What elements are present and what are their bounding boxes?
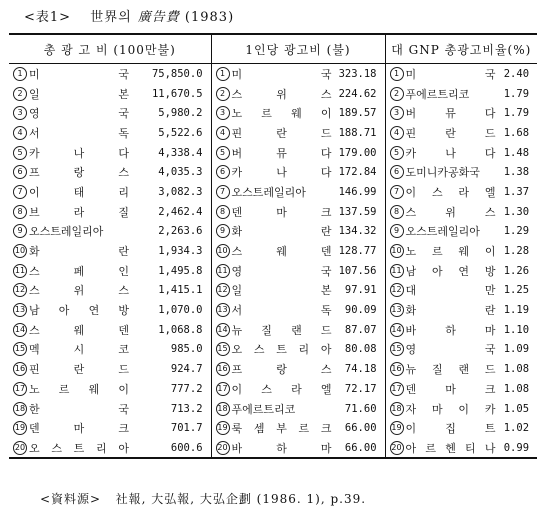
total-spending-country-cell	[9, 320, 139, 340]
country-name: 서 독	[29, 126, 129, 140]
gnp-ratio-value-cell: 1.08	[503, 382, 530, 395]
gnp-ratio-country-cell	[385, 320, 497, 340]
table-tag: <表1>	[24, 10, 72, 25]
total-spending-country-cell	[9, 162, 139, 182]
total-spending-value-cell: 1,068.8	[158, 323, 203, 336]
country-name: 아 르 헨 티 나	[405, 441, 496, 455]
per-capita-country-cell	[211, 379, 332, 399]
rank-number: 12	[13, 283, 27, 297]
table-caption	[24, 6, 234, 25]
country-name: 바 하 마	[405, 323, 496, 337]
per-capita-country-cell	[211, 320, 332, 340]
per-capita-value-cell: 137.59	[338, 205, 377, 218]
per-capita-value-cell: 107.56	[338, 264, 377, 277]
country-name: 이 집 트	[405, 422, 496, 436]
rank-number: 7	[216, 185, 230, 199]
source-note	[40, 490, 366, 507]
per-capita-value-cell: 189.57	[338, 107, 377, 120]
per-capita-country-cell	[211, 202, 332, 222]
gnp-ratio-value-cell: 1.79	[503, 87, 530, 100]
rank-number: 19	[390, 421, 404, 435]
total-spending-country-cell	[9, 438, 139, 458]
country-name: 카 나 다	[29, 146, 129, 160]
country-name: 프 랑 스	[29, 166, 129, 180]
rank-number: 13	[216, 303, 230, 317]
table-row	[9, 241, 537, 261]
table-row	[9, 143, 537, 163]
per-capita-country-cell	[211, 182, 323, 202]
country-name: 일 본	[231, 284, 332, 298]
country-name: 버 뮤 다	[231, 146, 332, 160]
table-row	[9, 261, 537, 281]
country-name: 영 국	[29, 107, 129, 121]
gnp-ratio-value-cell: 1.37	[503, 185, 530, 198]
total-spending-country-cell	[9, 103, 139, 123]
total-spending-country-cell	[9, 261, 139, 281]
country-name: 이 태 리	[29, 185, 129, 199]
country-name: 뉴 질 랜 드	[231, 323, 332, 337]
table-body	[9, 64, 537, 458]
rank-number: 18	[390, 402, 404, 416]
rank-number: 15	[216, 342, 230, 356]
rank-number: 8	[390, 205, 404, 219]
country-name: 오스트레일리아	[29, 225, 104, 239]
total-spending-value-cell: 1,415.1	[158, 284, 203, 297]
country-name: 스 웨 덴	[29, 323, 129, 337]
country-name: 스 위 스	[405, 205, 496, 219]
country-name: 브 라 질	[29, 205, 129, 219]
total-spending-country-cell	[9, 281, 139, 301]
per-capita-country-cell	[211, 399, 323, 419]
total-spending-value-cell: 11,670.5	[151, 87, 203, 100]
ad-spending-table-container	[9, 33, 537, 459]
country-name: 프 랑 스	[231, 363, 332, 377]
gnp-ratio-country-cell	[385, 438, 497, 458]
rank-number: 14	[390, 323, 404, 337]
table-row	[9, 162, 537, 182]
country-name: 핀 란 드	[29, 363, 129, 377]
table-row	[9, 359, 537, 379]
rank-number: 9	[216, 224, 230, 238]
per-capita-country-cell	[211, 143, 332, 163]
country-name: 미 국	[29, 67, 129, 81]
rank-number: 17	[390, 382, 404, 396]
country-name: 오스트레일리아	[231, 185, 306, 199]
total-spending-country-cell	[9, 300, 139, 320]
total-spending-country-cell	[9, 418, 139, 438]
per-capita-value-cell: 90.09	[344, 304, 377, 317]
rank-number: 12	[216, 283, 230, 297]
per-capita-country-cell	[211, 300, 332, 320]
gnp-ratio-country-cell	[385, 162, 497, 182]
per-capita-value-cell: 179.00	[338, 146, 377, 159]
rank-number: 19	[13, 421, 27, 435]
table-row	[9, 103, 537, 123]
country-name: 덴 마 크	[405, 382, 496, 396]
rank-number: 2	[216, 87, 230, 101]
table-row	[9, 202, 537, 222]
caption-year: (1983)	[184, 10, 235, 25]
rank-number: 10	[216, 244, 230, 258]
rank-number: 9	[390, 224, 404, 238]
country-name: 덴 마 크	[29, 422, 129, 436]
rank-number: 6	[390, 165, 404, 179]
gnp-ratio-value-cell: 1.29	[503, 225, 530, 238]
per-capita-country-cell	[211, 123, 332, 143]
gnp-ratio-value-cell: 1.25	[503, 284, 530, 297]
per-capita-country-cell	[211, 359, 332, 379]
rank-number: 16	[13, 362, 27, 376]
country-name: 남 아 연 방	[29, 304, 129, 318]
rank-number: 15	[13, 342, 27, 356]
rank-number: 14	[13, 323, 27, 337]
rank-number: 11	[216, 264, 230, 278]
country-name: 화 란	[405, 304, 496, 318]
source-text: 社報, 大弘報, 大弘企劃 (1986. 1), p.39.	[115, 492, 367, 506]
table-row	[9, 84, 537, 104]
caption-title-hanja: 廣告費	[137, 10, 180, 25]
rank-number: 5	[390, 146, 404, 160]
per-capita-value-cell: 87.07	[344, 323, 377, 336]
country-name: 자 마 이 카	[405, 402, 496, 416]
rank-number: 2	[390, 87, 404, 101]
per-capita-value-cell: 72.17	[344, 382, 377, 395]
country-name: 룩 셈 부 르 크	[231, 422, 332, 436]
table-row	[9, 300, 537, 320]
per-capita-country-cell	[211, 418, 332, 438]
country-name: 카 나 다	[231, 166, 332, 180]
rank-number: 3	[216, 106, 230, 120]
per-capita-value-cell: 97.91	[344, 284, 377, 297]
rank-number: 3	[390, 106, 404, 120]
per-capita-country-cell	[211, 241, 332, 261]
country-name: 이 스 라 엘	[405, 185, 496, 199]
per-capita-value-cell: 224.62	[338, 87, 377, 100]
table-row	[9, 418, 537, 438]
country-name: 오 스 트 리 아	[231, 343, 332, 357]
country-name: 오 스 트 리 아	[29, 441, 129, 455]
gnp-ratio-value-cell: 1.28	[503, 245, 530, 258]
gnp-ratio-country-cell	[385, 399, 497, 419]
country-name: 덴 마 크	[231, 205, 332, 219]
country-name: 화 란	[231, 225, 332, 239]
country-name: 스 위 스	[231, 87, 332, 101]
total-spending-country-cell	[9, 182, 139, 202]
rank-number: 9	[13, 224, 27, 238]
total-spending-value-cell: 924.7	[170, 363, 203, 376]
rank-number: 7	[390, 185, 404, 199]
header-per-capita: 1인당 광고비 (불)	[211, 35, 385, 64]
per-capita-value-cell: 172.84	[338, 166, 377, 179]
total-spending-value-cell: 985.0	[170, 343, 203, 356]
header-gnp-ratio: 대 GNP 총광고비율(%)	[385, 35, 537, 64]
rank-number: 10	[390, 244, 404, 258]
rank-number: 17	[216, 382, 230, 396]
country-name: 영 국	[231, 264, 332, 278]
per-capita-value-cell: 134.32	[338, 225, 377, 238]
total-spending-country-cell	[9, 202, 139, 222]
country-name: 도미니카공화국	[405, 166, 480, 180]
total-spending-country-cell	[9, 84, 139, 104]
total-spending-value-cell: 3,082.3	[158, 185, 203, 198]
gnp-ratio-value-cell: 1.79	[503, 107, 530, 120]
total-spending-value-cell: 4,035.3	[158, 166, 203, 179]
rank-number: 6	[216, 165, 230, 179]
gnp-ratio-value-cell: 1.08	[503, 363, 530, 376]
total-spending-country-cell	[9, 241, 139, 261]
total-spending-value-cell: 5,980.2	[158, 107, 203, 120]
country-name: 스 웨 덴	[231, 245, 332, 259]
total-spending-value-cell: 713.2	[170, 402, 203, 415]
table-row	[9, 281, 537, 301]
table-row	[9, 64, 537, 84]
per-capita-value-cell: 128.77	[338, 245, 377, 258]
per-capita-country-cell	[211, 84, 332, 104]
gnp-ratio-country-cell	[385, 241, 497, 261]
caption-title: 世界의	[90, 10, 132, 25]
country-name: 화 란	[29, 245, 129, 259]
country-name: 핀 란 드	[231, 126, 332, 140]
rank-number: 1	[216, 67, 230, 81]
country-name: 노 르 웨 이	[231, 107, 332, 121]
total-spending-value-cell: 75,850.0	[151, 67, 203, 80]
gnp-ratio-value-cell: 1.09	[503, 343, 530, 356]
gnp-ratio-value-cell: 1.30	[503, 205, 530, 218]
total-spending-value-cell: 701.7	[170, 422, 203, 435]
gnp-ratio-country-cell	[385, 379, 497, 399]
rank-number: 12	[390, 283, 404, 297]
rank-number: 4	[13, 126, 27, 140]
rank-number: 4	[216, 126, 230, 140]
total-spending-country-cell	[9, 143, 139, 163]
rank-number: 2	[13, 87, 27, 101]
per-capita-value-cell: 66.00	[344, 441, 377, 454]
total-spending-value-cell: 1,495.8	[158, 264, 203, 277]
table-row	[9, 340, 537, 360]
gnp-ratio-country-cell	[385, 143, 497, 163]
rank-number: 18	[216, 402, 230, 416]
gnp-ratio-value-cell: 1.48	[503, 146, 530, 159]
per-capita-country-cell	[211, 340, 332, 360]
country-name: 노 르 웨 이	[29, 382, 129, 396]
total-spending-value-cell: 4,338.4	[158, 146, 203, 159]
rank-number: 8	[216, 205, 230, 219]
gnp-ratio-value-cell: 2.40	[503, 67, 530, 80]
country-name: 서 독	[231, 304, 332, 318]
rank-number: 19	[216, 421, 230, 435]
gnp-ratio-country-cell	[385, 300, 497, 320]
source-label: <資料源>	[40, 492, 102, 506]
total-spending-value-cell: 2,263.6	[158, 225, 203, 238]
country-name: 카 나 다	[405, 146, 496, 160]
gnp-ratio-country-cell	[385, 261, 497, 281]
total-spending-country-cell	[9, 399, 139, 419]
table-row	[9, 123, 537, 143]
per-capita-country-cell	[211, 222, 332, 242]
total-spending-country-cell	[9, 359, 139, 379]
per-capita-country-cell	[211, 64, 332, 84]
rank-number: 13	[390, 303, 404, 317]
country-name: 핀 란 드	[405, 126, 496, 140]
per-capita-country-cell	[211, 103, 332, 123]
country-name: 스 위 스	[29, 284, 129, 298]
rank-number: 18	[13, 402, 27, 416]
per-capita-value-cell: 71.60	[344, 402, 377, 415]
rank-number: 5	[13, 146, 27, 160]
total-spending-value-cell: 1,070.0	[158, 304, 203, 317]
country-name: 한 국	[29, 402, 129, 416]
country-name: 영 국	[405, 343, 496, 357]
total-spending-value-cell: 777.2	[170, 382, 203, 395]
country-name: 미 국	[231, 67, 332, 81]
total-spending-value-cell: 1,934.3	[158, 245, 203, 258]
per-capita-value-cell: 80.08	[344, 343, 377, 356]
total-spending-value-cell: 5,522.6	[158, 126, 203, 139]
country-name: 노 르 웨 이	[405, 245, 496, 259]
per-capita-value-cell: 66.00	[344, 422, 377, 435]
gnp-ratio-value-cell: 1.05	[503, 402, 530, 415]
rank-number: 5	[216, 146, 230, 160]
total-spending-country-cell	[9, 340, 139, 360]
total-spending-country-cell	[9, 222, 139, 242]
country-name: 미 국	[405, 67, 496, 81]
gnp-ratio-country-cell	[385, 64, 497, 84]
gnp-ratio-value-cell: 1.10	[503, 323, 530, 336]
rank-number: 17	[13, 382, 27, 396]
rank-number: 14	[216, 323, 230, 337]
rank-number: 1	[13, 67, 27, 81]
gnp-ratio-country-cell	[385, 84, 497, 104]
country-name: 버 뮤 다	[405, 107, 496, 121]
gnp-ratio-country-cell	[385, 202, 497, 222]
per-capita-country-cell	[211, 162, 332, 182]
total-spending-country-cell	[9, 379, 139, 399]
gnp-ratio-country-cell	[385, 418, 497, 438]
country-name: 멕 시 코	[29, 343, 129, 357]
gnp-ratio-value-cell: 1.02	[503, 422, 530, 435]
rank-number: 20	[390, 441, 404, 455]
rank-number: 13	[13, 303, 27, 317]
rank-number: 7	[13, 185, 27, 199]
rank-number: 4	[390, 126, 404, 140]
gnp-ratio-value-cell: 1.19	[503, 304, 530, 317]
rank-number: 15	[390, 342, 404, 356]
per-capita-country-cell	[211, 438, 332, 458]
country-name: 남 아 연 방	[405, 264, 496, 278]
gnp-ratio-country-cell	[385, 222, 497, 242]
rank-number: 10	[13, 244, 27, 258]
rank-number: 20	[13, 441, 27, 455]
rank-number: 1	[390, 67, 404, 81]
rank-number: 6	[13, 165, 27, 179]
per-capita-country-cell	[211, 261, 332, 281]
country-name: 바 하 마	[231, 441, 332, 455]
gnp-ratio-country-cell	[385, 359, 497, 379]
total-spending-value-cell: 600.6	[170, 441, 203, 454]
gnp-ratio-country-cell	[385, 340, 497, 360]
gnp-ratio-value-cell: 1.26	[503, 264, 530, 277]
rank-number: 16	[390, 362, 404, 376]
gnp-ratio-value-cell: 0.99	[503, 441, 530, 454]
gnp-ratio-value-cell: 1.68	[503, 126, 530, 139]
table-row	[9, 182, 537, 202]
table-row	[9, 379, 537, 399]
country-name: 오스트레일리아	[405, 225, 480, 239]
header-total-spending: 총 광 고 비 (100만불)	[9, 35, 211, 64]
country-name: 스 페 인	[29, 264, 129, 278]
per-capita-value-cell: 188.71	[338, 126, 377, 139]
country-name: 뉴 질 랜 드	[405, 363, 496, 377]
table-row	[9, 399, 537, 419]
rank-number: 16	[216, 362, 230, 376]
gnp-ratio-country-cell	[385, 182, 497, 202]
gnp-ratio-country-cell	[385, 281, 497, 301]
rank-number: 3	[13, 106, 27, 120]
country-name: 푸에르트리코	[405, 87, 470, 101]
gnp-ratio-country-cell	[385, 123, 497, 143]
table-row	[9, 320, 537, 340]
gnp-ratio-country-cell	[385, 103, 497, 123]
country-name: 푸에르트리코	[231, 402, 296, 416]
per-capita-value-cell: 323.18	[338, 67, 377, 80]
total-spending-country-cell	[9, 64, 139, 84]
ad-spending-table	[9, 35, 537, 458]
gnp-ratio-value-cell: 1.38	[503, 166, 530, 179]
total-spending-value-cell: 2,462.4	[158, 205, 203, 218]
rank-number: 8	[13, 205, 27, 219]
per-capita-value-cell: 74.18	[344, 363, 377, 376]
table-header-row	[9, 35, 537, 64]
total-spending-country-cell	[9, 123, 139, 143]
country-name: 일 본	[29, 87, 129, 101]
rank-number: 11	[390, 264, 404, 278]
table-row	[9, 222, 537, 242]
per-capita-value-cell: 146.99	[338, 185, 377, 198]
rank-number: 11	[13, 264, 27, 278]
rank-number: 20	[216, 441, 230, 455]
per-capita-country-cell	[211, 281, 332, 301]
table-row	[9, 438, 537, 458]
country-name: 대 만	[405, 284, 496, 298]
country-name: 이 스 라 엘	[231, 382, 332, 396]
